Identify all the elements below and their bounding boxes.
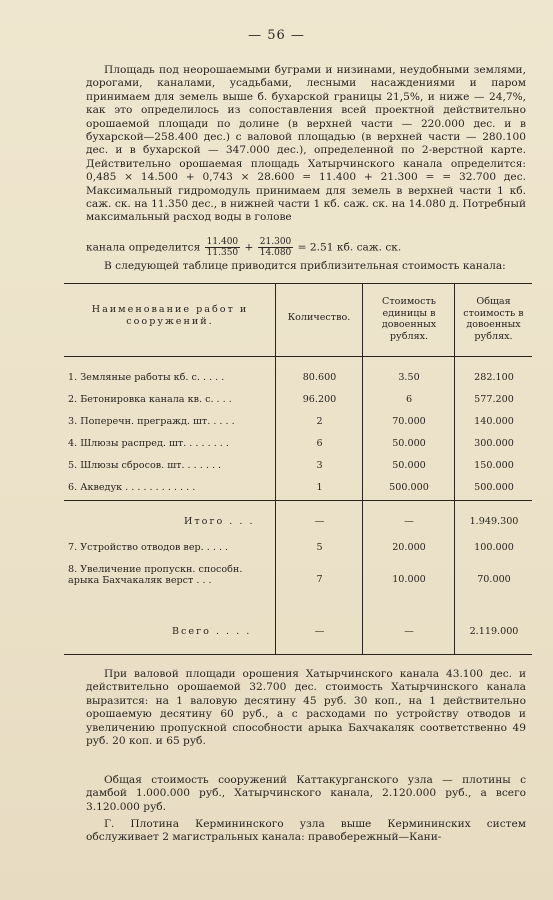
paragraph-2 bbox=[86, 668, 526, 748]
row-qty: 80.600 bbox=[302, 372, 337, 383]
row-qty: 1 bbox=[316, 482, 323, 493]
vsego-unit: — bbox=[404, 626, 414, 637]
paragraph-3 bbox=[86, 774, 526, 814]
row-name: 3. Поперечн. прегражд. шт. . . . . bbox=[68, 416, 235, 427]
fraction-2-denominator: 14.080 bbox=[259, 248, 292, 258]
formula-plus: + bbox=[244, 241, 254, 254]
row-unit: 50.000 bbox=[392, 460, 426, 471]
row-total: 150.000 bbox=[474, 460, 514, 471]
paragraph-1 bbox=[86, 64, 526, 225]
row-name: 8. Увеличение пропускн. способн. арыка Бахчакаляк верст . . . bbox=[68, 564, 243, 586]
row-unit: 500.000 bbox=[389, 482, 429, 493]
fraction-2 bbox=[258, 237, 294, 258]
header-name: Наименование работ и сооружений. bbox=[91, 304, 249, 327]
table-row bbox=[64, 542, 532, 558]
row-qty: 96.200 bbox=[302, 394, 337, 405]
row-total: 300.000 bbox=[474, 438, 514, 449]
vsego-label: Всего . . . . bbox=[172, 626, 252, 637]
table-itogo-rule bbox=[64, 500, 532, 501]
table-row bbox=[64, 460, 532, 476]
row-total: 70.000 bbox=[477, 574, 511, 585]
row-qty: 7 bbox=[316, 574, 323, 585]
row-name: 5. Шлюзы сбросов. шт. . . . . . . bbox=[68, 460, 222, 471]
row-qty: 6 bbox=[316, 438, 323, 449]
vsego-qty: — bbox=[314, 626, 325, 637]
row-qty: 3 bbox=[316, 460, 323, 471]
page-number: — 56 — bbox=[248, 28, 305, 43]
row-unit: 70.000 bbox=[392, 416, 426, 427]
table-row bbox=[64, 564, 532, 594]
vsego-row bbox=[64, 626, 532, 642]
row-unit: 6 bbox=[405, 394, 413, 405]
row-unit: 50.000 bbox=[392, 438, 426, 449]
table-intro-text: В следующей таблице приводится приблизительная стоимость канала: bbox=[104, 260, 506, 272]
row-name: 2. Бетонировка канала кв. с. . . . bbox=[68, 394, 232, 405]
header-unit-cost: Стоимость единицы в довоенных рублях. bbox=[381, 296, 437, 342]
paragraph-2-text: При валовой площади орошения Хатырчинского канала 43.100 дес. и действительно орошаемой 32.700 дес. стоимость Хатырчинского канала выразится: на 1 валовую десятину 45 руб. 30 коп., на 1 действительно орошаемую десятину 60 руб., а с расходами по устройству отводов и увеличению пропускной способности арыка Бахчакаляк соответственно 49 руб. 20 коп. и 65 руб. bbox=[86, 668, 526, 748]
itogo-unit: — bbox=[404, 516, 414, 527]
itogo-total: 1.949.300 bbox=[469, 516, 519, 527]
formula-line bbox=[86, 237, 526, 258]
fraction-1-denominator: 11.350 bbox=[206, 248, 239, 258]
row-name: 6. Акведук . . . . . . . . . . . . bbox=[68, 482, 196, 493]
formula-prefix: канала определится bbox=[86, 241, 201, 254]
header-qty: Количество. bbox=[287, 312, 351, 323]
fraction-2-numerator: 21.300 bbox=[259, 237, 292, 247]
fraction-1 bbox=[205, 237, 241, 258]
table-intro bbox=[86, 260, 526, 273]
paragraph-1-text: Площадь под неорошаемыми буграми и низинами, неудобными землями, дорогами, каналами, усадьбами, лесными насаждениями и паром принимаем для земель выше б. бухарской границы 21,5%, и ниже — 24,7%, как это определилось из сопоставления всей проектной действительно орошаемой площади по долине (в верхней части — 220.000 дес. и в бухарской—258.400 дес.) с валовой площадью (в верхней части — 280.100 дес. и в бухарской — 347.000 дес.), определенной по 2-верстной карте. Действительно орошаемая площадь Хатырчинского канала определится: 0,485 × 14.500 + 0,743 × 28.600 = 11.400 + 21.300 = = 32.700 дес. Максимальный гидромодуль принимаем для земель в верхней части 1 кб. саж. ск. на 11.350 дес., в нижней части 1 кб. саж. ск. на 14.080 д. Потребный максимальный расход воды в голове bbox=[86, 64, 526, 224]
row-total: 100.000 bbox=[474, 542, 514, 553]
row-total: 140.000 bbox=[474, 416, 514, 427]
row-unit: 10.000 bbox=[392, 574, 426, 585]
cost-table bbox=[64, 283, 532, 655]
row-total: 577.200 bbox=[474, 394, 514, 405]
itogo-row bbox=[64, 516, 532, 532]
fraction-1-numerator: 11.400 bbox=[206, 237, 239, 247]
table-row bbox=[64, 394, 532, 410]
row-name: 4. Шлюзы распред. шт. . . . . . . . bbox=[68, 438, 229, 449]
row-qty: 2 bbox=[316, 416, 323, 427]
table-row bbox=[64, 438, 532, 454]
table-header-rule bbox=[64, 356, 532, 357]
header-total-cost: Общая стоимость в довоенных рублях. bbox=[463, 296, 524, 342]
itogo-label: Итого . . . bbox=[184, 516, 255, 527]
row-total: 282.100 bbox=[474, 372, 514, 383]
table-row bbox=[64, 482, 532, 498]
table-row bbox=[64, 416, 532, 432]
paragraph-4-text: Г. Плотина Кермининского узла выше Кермининских систем обслуживает 2 магистральных канала: правобережный—Кани- bbox=[86, 818, 526, 844]
row-name: 1. Земляные работы кб. с. . . . . bbox=[68, 372, 225, 383]
row-qty: 5 bbox=[316, 542, 323, 553]
table-row bbox=[64, 372, 532, 388]
vsego-total: 2.119.000 bbox=[469, 626, 519, 637]
itogo-qty: — bbox=[314, 516, 325, 527]
row-name: 7. Устройство отводов вер. . . . . bbox=[68, 542, 229, 553]
row-unit: 20.000 bbox=[392, 542, 426, 553]
row-total: 500.000 bbox=[474, 482, 514, 493]
paragraph-4 bbox=[86, 818, 526, 845]
paragraph-3-text: Общая стоимость сооружений Каттакурганского узла — плотины с дамбой 1.000.000 руб., Хатырчинского канала, 2.120.000 руб., а всего 3.120.000 руб. bbox=[86, 774, 526, 813]
formula-result: = 2.51 кб. саж. ск. bbox=[297, 241, 402, 254]
row-unit: 3.50 bbox=[398, 372, 420, 383]
